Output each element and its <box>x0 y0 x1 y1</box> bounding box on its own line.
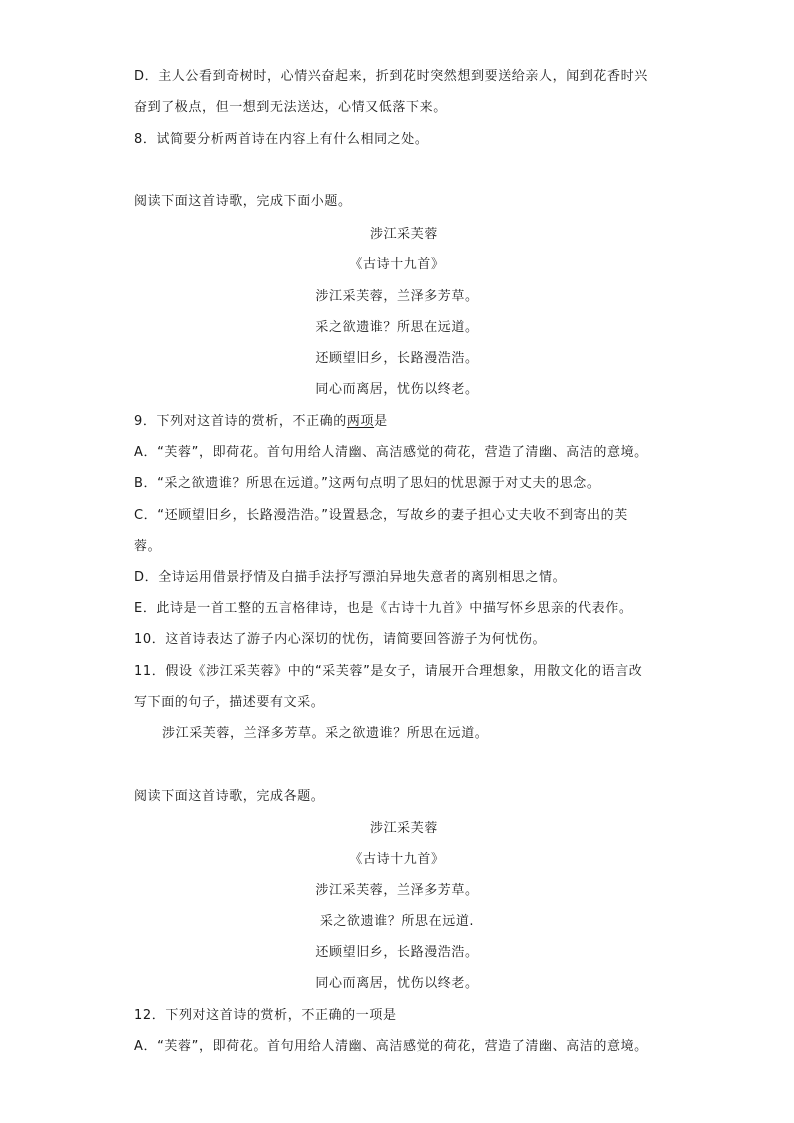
section1-poem-line: 同心而离居，忧伤以终老。 <box>315 382 479 397</box>
q9-option-c-line2: 蓉。 <box>134 539 162 554</box>
section1-intro: 阅读下面这首诗歌，完成下面小题。 <box>134 194 352 209</box>
section2-poem-line: 同心而离居，忧伤以终老。 <box>315 976 479 991</box>
section2-poem-line: 还顾望旧乡，长路漫浩浩。 <box>315 945 479 960</box>
section2-poem-line: 涉江采芙蓉，兰泽多芳草。 <box>315 883 479 898</box>
section2-intro: 阅读下面这首诗歌，完成各题。 <box>134 789 325 804</box>
q9-option-b: B．“采之欲遗谁？所思在远道。”这两句点明了思妇的忧思源于对丈夫的思念。 <box>134 476 601 491</box>
q9-stem <box>134 413 388 431</box>
section1-poem-title: 涉江采芙蓉 <box>369 227 438 242</box>
q9-stem-prefix: 9．下列对这首诗的赏析，不正确的 <box>134 414 347 429</box>
q9-option-e: E．此诗是一首工整的五言格律诗，也是《古诗十九首》中描写怀乡思亲的代表作。 <box>134 601 633 616</box>
q12-stem: 12．下列对这首诗的赏析，不正确的一项是 <box>134 1008 397 1023</box>
q11-line2: 写下面的句子，描述要有文采。 <box>134 695 325 710</box>
q8-text: 8．试简要分析两首诗在内容上有什么相同之处。 <box>134 132 429 147</box>
section2-poem-line: 采之欲遗谁？所思在远道. <box>319 914 475 929</box>
section2-poem-source: 《古诗十九首》 <box>349 852 445 867</box>
q9-stem-suffix: 是 <box>374 414 388 429</box>
q9-option-a: A．“芙蓉”，即荷花。首句用给人清幽、高洁感觉的荷花，营造了清幽、高洁的意境。 <box>134 445 648 460</box>
section2-poem-title: 涉江采芙蓉 <box>369 821 438 836</box>
q10-text: 10．这首诗表达了游子内心深切的忧伤，请简要回答游子为何忧伤。 <box>134 632 547 647</box>
section1-poem-line: 采之欲遗谁？所思在远道。 <box>315 320 479 335</box>
q11-line1: 11．假设《涉江采芙蓉》中的“采芙蓉”是女子，请展开合理想象，用散文化的语言改 <box>134 664 643 679</box>
q9-option-c-line1: C．“还顾望旧乡，长路漫浩浩。”设置悬念，写故乡的妻子担心丈夫收不到寄出的芙 <box>134 508 628 523</box>
q9-option-d: D．全诗运用借景抒情及白描手法抒写漂泊异地失意者的离别相思之情。 <box>134 570 567 585</box>
q7-option-d-line2: 奋到了极点，但一想到无法送达，心情又低落下来。 <box>134 100 447 115</box>
q12-option-a: A．“芙蓉”，即荷花。首句用给人清幽、高洁感觉的荷花，营造了清幽、高洁的意境。 <box>134 1039 648 1054</box>
section1-poem-line: 还顾望旧乡，长路漫浩浩。 <box>315 351 479 366</box>
q9-stem-underlined: 两项 <box>346 414 375 429</box>
q7-option-d-line1: D．主人公看到奇树时，心情兴奋起来，折到花时突然想到要送给亲人，闻到花香时兴 <box>134 69 648 84</box>
section1-poem-source: 《古诗十九首》 <box>349 257 445 272</box>
section1-poem-line: 涉江采芙蓉，兰泽多芳草。 <box>315 289 479 304</box>
q11-quote: 涉江采芙蓉，兰泽多芳草。采之欲遗谁？所思在远道。 <box>162 726 489 741</box>
